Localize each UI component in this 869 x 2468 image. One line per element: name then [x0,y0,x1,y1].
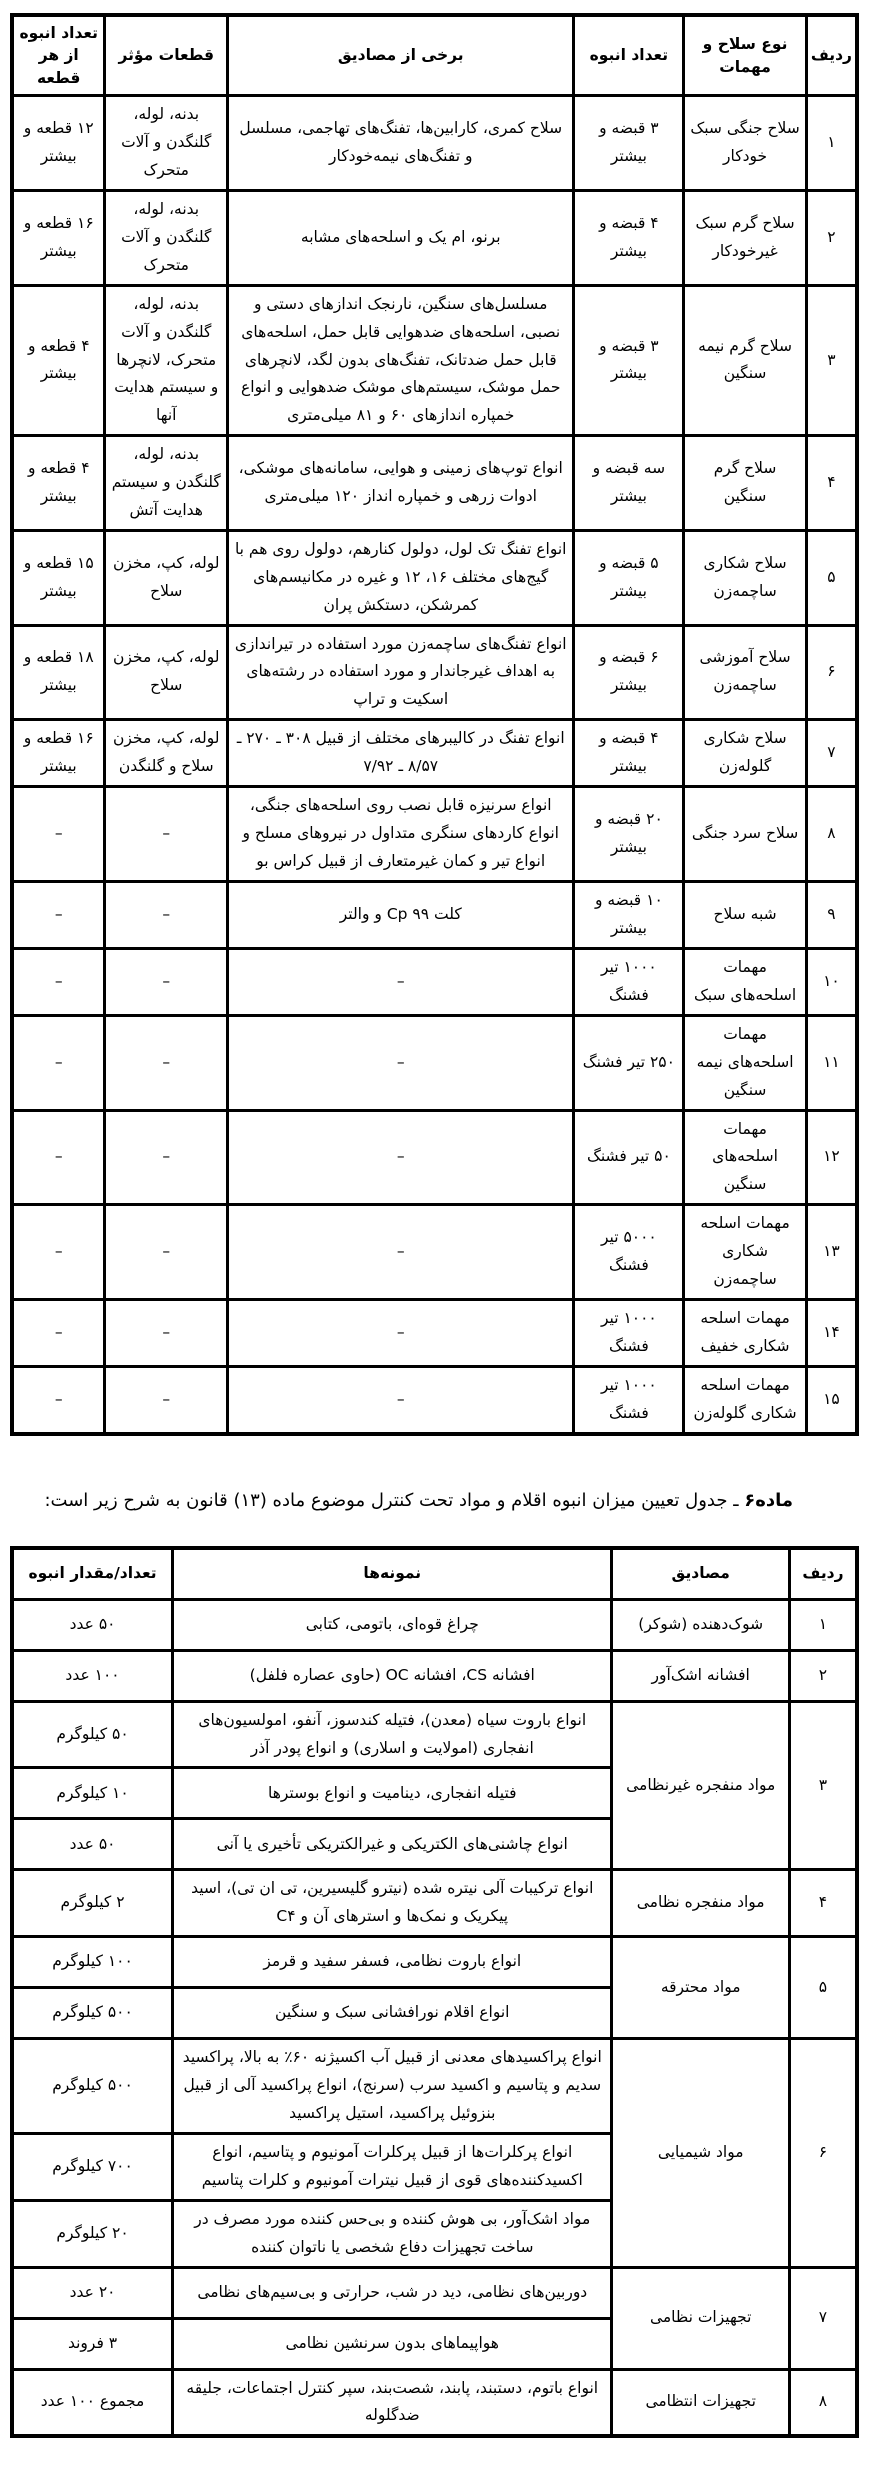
weapons-table-row [12,881,857,948]
examples-cell: – [228,1366,574,1434]
parts-bulk-quantity-cell: – [12,1015,105,1110]
examples-cell: کلت Cp ۹۹ و والتر [228,881,574,948]
article-6-label: ماده۶ [744,1489,793,1511]
weapons-table-row [12,720,857,787]
controlled-items-table-row [12,1937,857,1988]
row-number-cell: ۵ [806,530,857,625]
parts-bulk-quantity-cell: – [12,1110,105,1205]
effective-parts-cell: – [105,787,228,882]
effective-parts-cell: – [105,1299,228,1366]
samples-cell: دوربین‌های نظامی، دید در شب، حرارتی و بی‌سیم‌های نظامی [173,2267,612,2318]
weapon-type-cell: مهمات اسلحه شکاری گلوله‌زن [684,1366,807,1434]
category-cell: افشانه اشک‌آور [612,1650,789,1701]
amount-cell: ۱۰ کیلوگرم [12,1768,173,1819]
examples-cell: – [228,1299,574,1366]
effective-parts-cell: لوله، کپ، مخزن سلاح [105,530,228,625]
bulk-weapons-table [10,13,859,1436]
effective-parts-cell: – [105,881,228,948]
controlled-items-table-row [12,1650,857,1701]
weapons-table-row [12,1366,857,1434]
row-number-cell: ۳ [806,285,857,435]
weapons-table-row [12,436,857,531]
row-number-cell: ۱۵ [806,1366,857,1434]
samples-cell: فتیله انفجاری، دینامیت و انواع بوسترها [173,1768,612,1819]
examples-cell: انواع تفنگ‌های ساچمه‌زن مورد استفاده در تیراندازی به اهداف غیرجاندار و مورد استفاده در رشته‌های اسکیت و تراپ [228,625,574,720]
bulk-quantity-cell: ۱۰۰۰ تیر فشنگ [574,948,684,1015]
effective-parts-cell: بدنه، لوله، گلنگدن و سیستم هدایت آتش [105,436,228,531]
parts-bulk-quantity-cell: – [12,787,105,882]
examples-cell: – [228,1015,574,1110]
header-samples: نمونه‌ها [173,1548,612,1600]
parts-bulk-quantity-cell: ۴ قطعه و بیشتر [12,285,105,435]
weapon-type-cell: سلاح شکاری گلوله‌زن [684,720,807,787]
controlled-items-table-row [12,1599,857,1650]
samples-cell: انواع پراکسیدهای معدنی از قبیل آب اکسیژنه ۶۰٪ به بالا، پراکسید سدیم و پتاسیم و اکسید سرب (سرنج)، انواع پراکسید آلی از قبیل بنزوئیل پراکسید، استیل پراکسید [173,2039,612,2134]
category-cell: تجهیزات انتظامی [612,2369,789,2436]
bulk-quantity-cell: ۱۰۰۰ تیر فشنگ [574,1299,684,1366]
weapons-table-row [12,191,857,286]
row-number-cell: ۶ [789,2039,857,2267]
amount-cell: ۵۰ عدد [12,1819,173,1870]
effective-parts-cell: – [105,1110,228,1205]
samples-cell: انواع اقلام نورافشانی سبک و سنگین [173,1988,612,2039]
header-bulk-quantity: تعداد انبوه [574,15,684,96]
weapons-table-row [12,1110,857,1205]
row-number-cell: ۵ [789,1937,857,2039]
bulk-quantity-cell: ۳ قبضه و بیشتر [574,96,684,191]
bulk-quantity-cell: ۲۵۰ تیر فشنگ [574,1015,684,1110]
weapon-type-cell: مهمات اسلحه شکاری خفیف [684,1299,807,1366]
amount-cell: ۲۰ کیلوگرم [12,2200,173,2267]
weapon-type-cell: سلاح گرم سنگین [684,436,807,531]
parts-bulk-quantity-cell: – [12,1205,105,1300]
row-number-cell: ۷ [789,2267,857,2369]
parts-bulk-quantity-cell: – [12,1366,105,1434]
examples-cell: – [228,1205,574,1300]
amount-cell: ۵۰ کیلوگرم [12,1701,173,1768]
samples-cell: انواع باروت سیاه (معدن)، فتیله کندسوز، آنفو، امولسیون‌های انفجاری (امولایت و اسلاری) و انواع پودر آذر [173,1701,612,1768]
article-6-paragraph [22,1482,837,1520]
weapon-type-cell: مهمات اسلحه‌های نیمه سنگین [684,1015,807,1110]
examples-cell: انواع تفنگ تک لول، دولول کنارهم، دولول روی هم با گیج‌های مختلف ۱۶، ۱۲ و غیره در مکانیسم‌های کمرشکن، دستکش پران [228,530,574,625]
row-number-cell: ۸ [806,787,857,882]
category-cell: تجهیزات نظامی [612,2267,789,2369]
examples-cell: برنو، ام یک و اسلحه‌های مشابه [228,191,574,286]
header-examples: برخی از مصادیق [228,15,574,96]
weapon-type-cell: سلاح گرم سبک غیرخودکار [684,191,807,286]
row-number-cell: ۲ [789,1650,857,1701]
samples-cell: انواع چاشنی‌های الکتریکی و غیرالکتریکی تأخیری یا آنی [173,1819,612,1870]
controlled-items-table-header-row [12,1548,857,1600]
category-cell: مواد منفجره نظامی [612,1870,789,1937]
amount-cell: ۵۰ عدد [12,1599,173,1650]
weapon-type-cell: مهمات اسلحه‌های سنگین [684,1110,807,1205]
parts-bulk-quantity-cell: ۱۶ قطعه و بیشتر [12,191,105,286]
parts-bulk-quantity-cell: ۱۵ قطعه و بیشتر [12,530,105,625]
samples-cell: انواع باتوم، دستبند، پابند، شصت‌بند، سپر کنترل اجتماعات، جلیقه ضدگلوله [173,2369,612,2436]
examples-cell: مسلسل‌های سنگین، نارنجک اندازهای دستی و نصبی، اسلحه‌های ضدهوایی قابل حمل، اسلحه‌های قابل حمل ضدتانک، تفنگ‌های بدون لگد، لانچرهای حمل موشک، سیستم‌های موشک ضدهوایی و انواع خمپاره اندازهای ۶۰ و ۸۱ میلی‌متری [228,285,574,435]
bulk-quantity-cell: ۴ قبضه و بیشتر [574,720,684,787]
controlled-items-table-row [12,1870,857,1937]
effective-parts-cell: – [105,948,228,1015]
bulk-quantity-cell: ۲۰ قبضه و بیشتر [574,787,684,882]
header-effective-parts: قطعات مؤثر [105,15,228,96]
category-cell: مواد شیمیایی [612,2039,789,2267]
weapon-type-cell: سلاح گرم نیمه سنگین [684,285,807,435]
parts-bulk-quantity-cell: ۱۸ قطعه و بیشتر [12,625,105,720]
samples-cell: هواپیماهای بدون سرنشین نظامی [173,2318,612,2369]
effective-parts-cell: – [105,1366,228,1434]
row-number-cell: ۷ [806,720,857,787]
samples-cell: افشانه CS، افشانه OC (حاوی عصاره فلفل) [173,1650,612,1701]
row-number-cell: ۳ [789,1701,857,1870]
weapons-table-row [12,787,857,882]
samples-cell: انواع پرکلرات‌ها از قبیل پرکلرات آمونیوم و پتاسیم، انواع اکسیدکننده‌های قوی از قبیل نیترات آمونیوم و کلرات پتاسیم [173,2133,612,2200]
weapon-type-cell: سلاح آموزشی ساچمه‌زن [684,625,807,720]
effective-parts-cell: لوله، کپ، مخزن سلاح و گلنگدن [105,720,228,787]
parts-bulk-quantity-cell: ۱۲ قطعه و بیشتر [12,96,105,191]
weapons-table-row [12,285,857,435]
row-number-cell: ۴ [806,436,857,531]
category-cell: شوک‌دهنده (شوکر) [612,1599,789,1650]
examples-cell: – [228,948,574,1015]
weapons-table-row [12,948,857,1015]
bulk-quantity-cell: ۴ قبضه و بیشتر [574,191,684,286]
samples-cell: چراغ قوه‌ای، باتومی، کتابی [173,1599,612,1650]
amount-cell: ۲ کیلوگرم [12,1870,173,1937]
row-number-cell: ۲ [806,191,857,286]
effective-parts-cell: – [105,1205,228,1300]
row-number-cell: ۱۴ [806,1299,857,1366]
effective-parts-cell: لوله، کپ، مخزن سلاح [105,625,228,720]
header-amount: تعداد/مقدار انبوه [12,1548,173,1600]
parts-bulk-quantity-cell: – [12,881,105,948]
weapons-table-row [12,625,857,720]
controlled-items-table-row [12,2039,857,2134]
parts-bulk-quantity-cell: ۴ قطعه و بیشتر [12,436,105,531]
row-number-cell: ۹ [806,881,857,948]
controlled-items-table-row [12,2369,857,2436]
effective-parts-cell: بدنه، لوله، گلنگدن و آلات متحرک [105,96,228,191]
row-number-cell: ۸ [789,2369,857,2436]
effective-parts-cell: بدنه، لوله، گلنگدن و آلات متحرک [105,191,228,286]
weapons-table-row [12,1205,857,1300]
amount-cell: ۲۰ عدد [12,2267,173,2318]
category-cell: مواد منفجره غیرنظامی [612,1701,789,1870]
header-row-number: ردیف [789,1548,857,1600]
weapons-table-row [12,530,857,625]
samples-cell: انواع ترکیبات آلی نیتره شده (نیترو گلیسیرین، تی ان تی)، اسید پیکریک و نمک‌ها و استرهای آن و C۴ [173,1870,612,1937]
weapon-type-cell: مهمات اسلحه شکاری ساچمه‌زن [684,1205,807,1300]
weapon-type-cell: سلاح جنگی سبک خودکار [684,96,807,191]
amount-cell: ۷۰۰ کیلوگرم [12,2133,173,2200]
row-number-cell: ۱ [789,1599,857,1650]
bulk-quantity-cell: ۶ قبضه و بیشتر [574,625,684,720]
amount-cell: ۳ فروند [12,2318,173,2369]
amount-cell: ۵۰۰ کیلوگرم [12,1988,173,2039]
samples-cell: انواع باروت نظامی، فسفر سفید و قرمز [173,1937,612,1988]
bulk-quantity-cell: ۳ قبضه و بیشتر [574,285,684,435]
examples-cell: سلاح کمری، کارابین‌ها، تفنگ‌های تهاجمی، مسلسل و تفنگ‌های نیمه‌خودکار [228,96,574,191]
controlled-items-table-row [12,2267,857,2318]
examples-cell: انواع تفنگ در کالیبرهای مختلف از قبیل ۳۰۸ ـ ۲۷۰ ـ ۸/۵۷ ـ ۷/۹۲ [228,720,574,787]
controlled-items-table-row [12,1701,857,1768]
amount-cell: مجموع ۱۰۰ عدد [12,2369,173,2436]
bulk-quantity-cell: ۵۰۰۰ تیر فشنگ [574,1205,684,1300]
row-number-cell: ۱۰ [806,948,857,1015]
article-6-text: جدول تعیین میزان انبوه اقلام و مواد تحت کنترل موضوع ماده (۱۳) قانون به شرح زیر است: [44,1489,728,1511]
examples-cell: انواع سرنیزه قابل نصب روی اسلحه‌های جنگی، انواع کاردهای سنگری متداول در نیروهای مسلح و انواع تیر و کمان غیرمتعارف از قبیل کراس بو [228,787,574,882]
amount-cell: ۱۰۰ کیلوگرم [12,1937,173,1988]
bulk-quantity-cell: ۱۰۰۰ تیر فشنگ [574,1366,684,1434]
amount-cell: ۱۰۰ عدد [12,1650,173,1701]
weapon-type-cell: سلاح شکاری ساچمه‌زن [684,530,807,625]
row-number-cell: ۱۱ [806,1015,857,1110]
effective-parts-cell: بدنه، لوله، گلنگدن و آلات متحرک، لانچرها و سیستم هدایت آنها [105,285,228,435]
weapons-table-row [12,1015,857,1110]
samples-cell: مواد اشک‌آور، بی هوش کننده و بی‌حس کننده مورد مصرف در ساخت تجهیزات دفاع شخصی یا ناتوان کننده [173,2200,612,2267]
category-cell: مواد محترقه [612,1937,789,2039]
article-6-separator: ـ [727,1489,745,1511]
examples-cell: انواع توپ‌های زمینی و هوایی، سامانه‌های موشکی، ادوات زرهی و خمپاره انداز ۱۲۰ میلی‌متری [228,436,574,531]
parts-bulk-quantity-cell: – [12,948,105,1015]
row-number-cell: ۱ [806,96,857,191]
header-parts-bulk-quantity: تعداد انبوه از هر قطعه [12,15,105,96]
row-number-cell: ۱۲ [806,1110,857,1205]
weapon-type-cell: شبه سلاح [684,881,807,948]
row-number-cell: ۴ [789,1870,857,1937]
row-number-cell: ۱۳ [806,1205,857,1300]
bulk-quantity-cell: ۱۰ قبضه و بیشتر [574,881,684,948]
row-number-cell: ۶ [806,625,857,720]
controlled-items-table [10,1546,859,2439]
bulk-quantity-cell: ۵ قبضه و بیشتر [574,530,684,625]
bulk-quantity-cell: سه قبضه و بیشتر [574,436,684,531]
header-row-number: ردیف [806,15,857,96]
weapon-type-cell: سلاح سرد جنگی [684,787,807,882]
weapons-table-row [12,1299,857,1366]
effective-parts-cell: – [105,1015,228,1110]
bulk-weapons-table-header-row [12,15,857,96]
weapon-type-cell: مهمات اسلحه‌های سبک [684,948,807,1015]
examples-cell: – [228,1110,574,1205]
bulk-quantity-cell: ۵۰ تیر فشنگ [574,1110,684,1205]
amount-cell: ۵۰۰ کیلوگرم [12,2039,173,2134]
parts-bulk-quantity-cell: – [12,1299,105,1366]
parts-bulk-quantity-cell: ۱۶ قطعه و بیشتر [12,720,105,787]
header-weapon-type: نوع سلاح و مهمات [684,15,807,96]
weapons-table-row [12,96,857,191]
header-category: مصادیق [612,1548,789,1600]
